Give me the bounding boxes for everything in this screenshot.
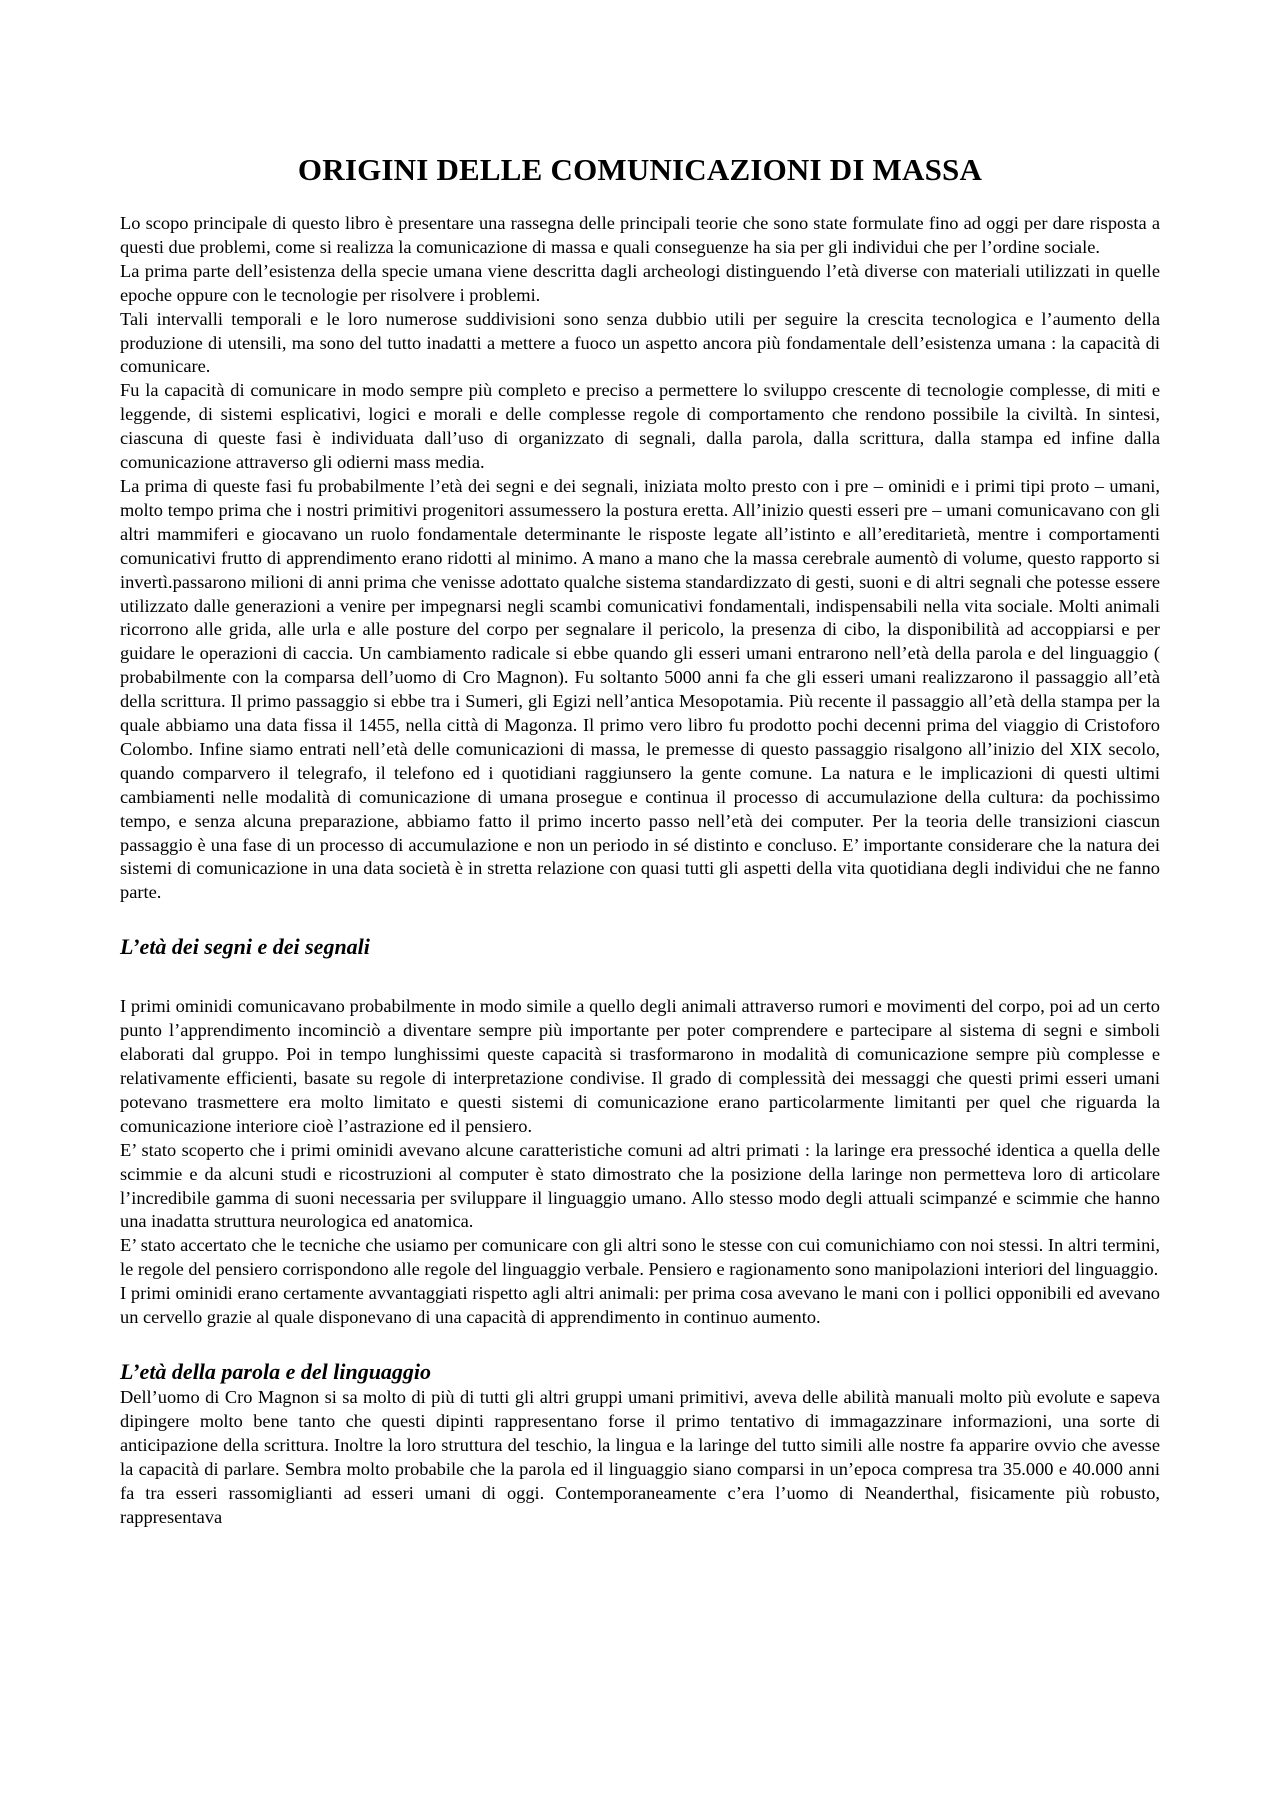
intro-paragraph-2: La prima parte dell’esistenza della specie umana viene descritta dagli archeologi distinguendo l’età diverse con materiali utilizzati in quelle epoche oppure con le tecnologie per risolvere i problemi. [120, 260, 1160, 305]
intro-paragraph-3: Tali intervalli temporali e le loro numerose suddivisioni sono senza dubbio utili per seguire la crescita tecnologica e l’aumento della produzione di utensili, ma sono del tutto inadatti a mettere a fuoco un aspetto ancora più fondamentale dell’esistenza umana : la capacità di comunicare. [120, 308, 1160, 377]
document-page [120, 150, 1160, 1529]
section2-paragraph-1: Dell’uomo di Cro Magnon si sa molto di più di tutti gli altri gruppi umani primitivi, aveva delle abilità manuali molto più evolute e sapeva dipingere molto bene tanto che questi dipinti rappresentano forse il primo tentativo di immagazzinare informazioni, una sorte di anticipazione della scrittura. Inoltre la loro struttura del teschio, la lingua e la laringe del tutto simili alle nostre fa apparire ovvio che avesse la capacità di parlare. Sembra molto probabile che la parola ed il linguaggio siano comparsi in un’epoca compresa tra 35.000 e 40.000 anni fa tra esseri rassomiglianti ad esseri umani di oggi. Contemporaneamente c’era l’uomo di Neanderthal, fisicamente più robusto, rappresentava [120, 1386, 1160, 1527]
section-heading-segni: L’età dei segni e dei segnali [120, 934, 370, 960]
section1-paragraph-1: I primi ominidi comunicavano probabilmente in modo simile a quello degli animali attraverso rumori e movimenti del corpo, poi ad un certo punto l’apprendimento incominciò a diventare sempre più importante per poter comprendere e partecipare al sistema di segni e simboli elaborati dal gruppo. Poi in tempo lunghissimi queste capacità si trasformarono in modalità di comunicazione sempre più complesse e relativamente efficienti, basate su regole di interpretazione condivise. Il grado di complessità dei messaggi che questi primi esseri umani potevano trasmettere era molto limitato e questi sistemi di comunicazione erano particolarmente limitanti per quel che riguarda la comunicazione interiore cioè l’astrazione ed il pensiero. [120, 996, 1160, 1136]
intro-paragraph-4: Fu la capacità di comunicare in modo sempre più completo e preciso a permettere lo sviluppo crescente di tecnologie complesse, di miti e leggende, di sistemi esplicativi, logici e morali e delle complesse regole di comportamento che rendono possibile la civiltà. In sintesi, ciascuna di queste fasi è individuata dall’uso di organizzato di segnali, dalla parola, dalla scrittura, dalla stampa ed infine dalla comunicazione attraverso gli odierni mass media. [120, 380, 1160, 473]
intro-paragraph-1: Lo scopo principale di questo libro è presentare una rassegna delle principali teorie che sono state formulate fino ad oggi per dare risposta a questi due problemi, come si realizza la comunicazione di massa e quali conseguenze ha sia per gli individui che per l’ordine sociale. [120, 213, 1160, 257]
intro-paragraph-5: La prima di queste fasi fu probabilmente l’età dei segni e dei segnali, iniziata molto presto con i pre – ominidi e i primi tipi proto – umani, molto tempo prima che i nostri primitivi progenitori assumessero la postura eretta. All’inizio questi esseri pre – umani comunicavano con gli altri mammiferi e giocavano un ruolo fondamentale determinante le risposte legate all’istinto e all’ereditarietà, mentre i comportamenti comunicativi frutto di apprendimento erano ridotti al minimo. A mano a mano che la massa cerebrale aumentò di volume, questo rapporto si invertì.passarono milioni di anni prima che venisse adottato qualche sistema standardizzato di gesti, suoni e di altri segnali che potesse essere utilizzato dalle generazioni a venire per impegnarsi negli scambi comunicativi fondamentali, indispensabili nella vita sociale. Molti animali ricorrono alle grida, alle urla e alle posture del corpo per segnalare il pericolo, la presenza di cibo, la disponibilità ad accoppiarsi e per guidare le operazioni di caccia. Un cambiamento radicale si ebbe quando gli esseri umani entrarono nell’età della parola e del linguaggio ( probabilmente con la comparsa dell’uomo di Cro Magnon). Fu soltanto 5000 anni fa che gli esseri umani realizzarono il passaggio all’età della scrittura. Il primo passaggio si ebbe tra i Sumeri, gli Egizi nell’antica Mesopotamia. Più recente il passaggio all’età della stampa per la quale abbiamo una data fissa il 1455, nella città di Magonza. Il primo vero libro fu prodotto pochi decenni prima del viaggio di Cristoforo Colombo. Infine siamo entrati nell’età delle comunicazioni di massa, le premesse di questo passaggio risalgono all’inizio del XIX secolo, quando comparvero il telegrafo, il telefono ed i quotidiani raggiunsero la gente comune. La natura e le implicazioni di questi ultimi cambiamenti nelle modalità di comunicazione di umana prosegue e continua il processo di accumulazione della cultura: da pochissimo tempo, e senza alcuna preparazione, abbiamo fatto il primo incerto passo nell’età dei computer. Per la teoria delle transizioni ciascun passaggio è una fase di un processo di accumulazione e non un periodo in sé distinto e concluso. E’ importante considerare che la natura dei sistemi di comunicazione in una data società è in stretta relazione con quasi tutti gli aspetti della vita quotidiana degli individui che ne fanno parte. [120, 475, 1160, 903]
section1-paragraph-4: I primi ominidi erano certamente avvantaggiati rispetto agli altri animali: per prima cosa avevano le mani con i pollici opponibili ed avevano un cervello grazie al quale disponevano di una capacità di apprendimento in continuo aumento. [120, 1283, 1160, 1328]
section1-paragraph-3: E’ stato accertato che le tecniche che usiamo per comunicare con gli altri sono le stesse con cui comunichiamo con noi stessi. In altri termini, le regole del pensiero corrispondono alle regole del linguaggio verbale. Pensiero e ragionamento sono manipolazioni interiori del linguaggio. [120, 1235, 1160, 1280]
document-title: ORIGINI DELLE COMUNICAZIONI DI MASSA [297, 152, 983, 187]
section-heading-parola: L’età della parola e del linguaggio [120, 1358, 432, 1384]
section1-paragraph-2: E’ stato scoperto che i primi ominidi avevano alcune caratteristiche comuni ad altri primati : la laringe era pressoché identica a quella delle scimmie e da alcuni studi e ricostruzioni al computer è stato dimostrato che la posizione della laringe non permetteva loro di articolare l’incredibile gamma di suoni necessaria per sviluppare il linguaggio umano. Allo stesso modo degli attuali scimpanzé e scimmie che hanno una inadatta struttura neurologica ed anatomica. [120, 1139, 1160, 1232]
